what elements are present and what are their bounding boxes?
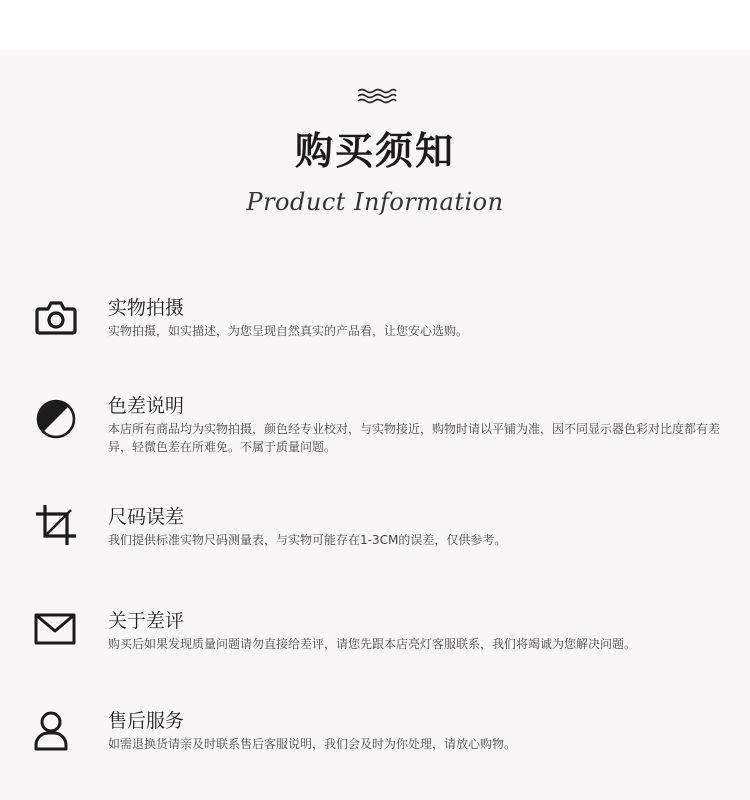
crop-icon bbox=[33, 502, 79, 548]
wave-ornament-icon bbox=[357, 88, 397, 104]
item-heading: 色差说明 bbox=[108, 395, 185, 417]
item-description: 如需退换货请亲及时联系售后客服说明，我们会及时为你处理，请放心购物。 bbox=[108, 737, 517, 751]
user-icon bbox=[33, 708, 79, 754]
camera-icon bbox=[33, 295, 79, 341]
item-description: 实物拍摄，如实描述，为您呈现自然真实的产品看，让您安心选购。 bbox=[108, 324, 469, 338]
item-heading: 售后服务 bbox=[108, 710, 185, 732]
top-band bbox=[0, 0, 750, 50]
contrast-icon bbox=[33, 396, 79, 442]
mail-icon bbox=[33, 606, 79, 652]
page-title: 购买须知 bbox=[294, 128, 455, 173]
item-heading: 实物拍摄 bbox=[108, 297, 185, 319]
item-description: 购买后如果发现质量问题请勿直接给差评，请您先跟本店亮灯客服联系，我们将竭诚为您解决问题。 bbox=[108, 637, 637, 651]
item-heading: 关于差评 bbox=[108, 610, 185, 632]
page-subtitle: Product Information bbox=[246, 188, 504, 216]
item-description: 我们提供标准实物尺码测量表，与实物可能存在1-3CM的误差，仅供参考。 bbox=[108, 533, 507, 547]
item-heading: 尺码误差 bbox=[108, 506, 185, 528]
item-description: 本店所有商品均为实物拍摄，颜色经专业校对，与实物接近，购物时请以平铺为准，因不同显示器色彩对比度都有差异，轻微色差在所难免。不属于质量问题。 bbox=[108, 422, 721, 454]
